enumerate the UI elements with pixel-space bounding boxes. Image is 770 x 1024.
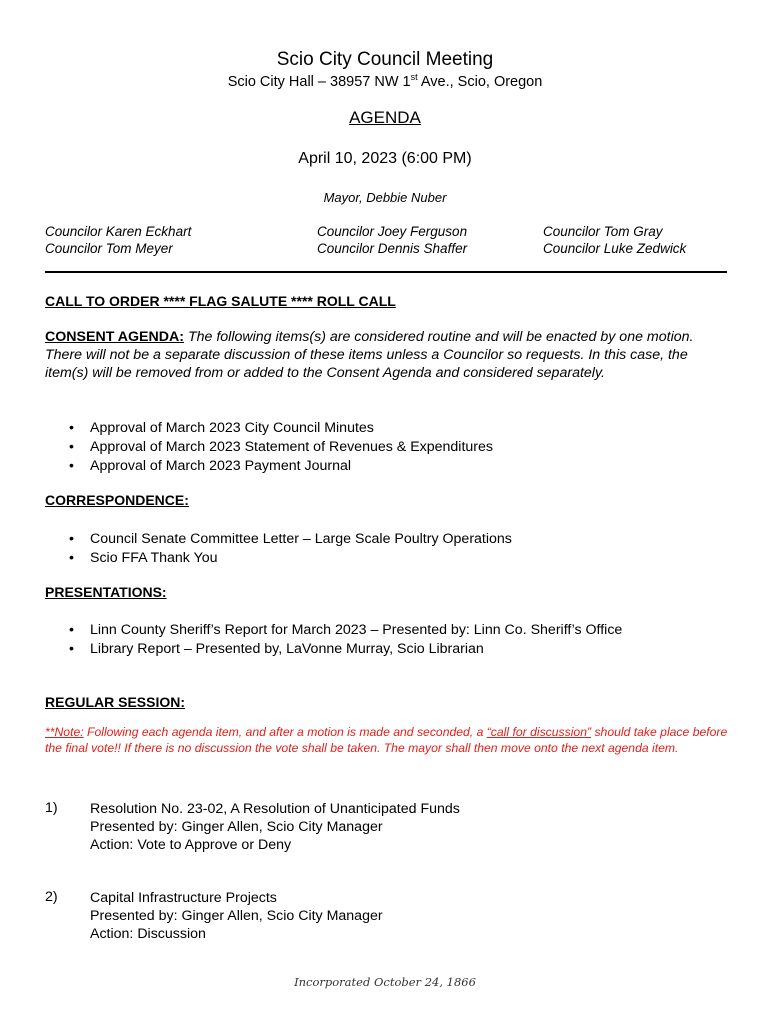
list-item [69, 549, 512, 568]
list-item-text: Approval of March 2023 Payment Journal [90, 458, 352, 474]
bullet-icon: • [69, 550, 74, 566]
agenda-item [90, 800, 460, 854]
councilor-column-2 [317, 223, 467, 257]
list-item-text: Scio FFA Thank You [90, 550, 218, 566]
list-item [69, 530, 512, 549]
councilor-column-3 [543, 223, 686, 257]
discussion-note [45, 724, 735, 756]
item-number: 1) [45, 800, 58, 816]
councilor-name: Councilor Joey Ferguson [317, 224, 468, 239]
agenda-item-title: Resolution No. 23-02, A Resolution of Unanticipated Funds [90, 801, 460, 817]
location-text: Scio City Hall – 38957 NW 1 [227, 73, 411, 90]
councilor-name: Councilor Tom Meyer [45, 241, 173, 256]
agenda-item-presenter: Presented by: Ginger Allen, Scio City Manager [90, 819, 383, 835]
correspondence-list [45, 530, 512, 568]
bullet-icon: • [69, 439, 74, 455]
list-item-text: Approval of March 2023 City Council Minutes [90, 420, 374, 436]
consent-agenda-heading: CONSENT AGENDA: [45, 329, 184, 345]
presentations-heading: PRESENTATIONS: [45, 584, 167, 600]
meeting-date: April 10, 2023 (6:00 PM) [298, 150, 472, 167]
bullet-icon: • [69, 420, 74, 436]
presentations-list [45, 621, 622, 659]
consent-agenda-text: The following items(s) are considered routine and will be enacted by one motion. There will not be a separate discussion of these items unless a Councilor so requests. In this case, the item(s) will be removed from or added to the Consent Agenda and considered separately. [45, 329, 694, 381]
agenda-item-presenter: Presented by: Ginger Allen, Scio City Manager [90, 908, 383, 924]
list-item-text: Library Report – Presented by, LaVonne Murray, Scio Librarian [90, 641, 484, 657]
list-item-text: Approval of March 2023 Statement of Revenues & Expenditures [90, 439, 493, 455]
location-text-end: Ave., Scio, Oregon [417, 73, 543, 90]
note-call-for-discussion: “call for discussion” [486, 725, 592, 739]
councilor-name: Councilor Karen Eckhart [45, 224, 192, 239]
councilor-column-1 [45, 223, 191, 257]
consent-items-list [45, 419, 493, 476]
councilor-name: Councilor Dennis Shaffer [317, 241, 468, 256]
call-to-order-heading: CALL TO ORDER **** FLAG SALUTE **** ROLL CALL [45, 293, 396, 309]
agenda-item-action: Action: Vote to Approve or Deny [90, 837, 292, 853]
header-divider [45, 271, 727, 273]
correspondence-heading: CORRESPONDENCE: [45, 492, 189, 508]
note-label: **Note: [45, 725, 84, 739]
list-item-text: Council Senate Committee Letter – Large Scale Poultry Operations [90, 531, 512, 547]
agenda-item [90, 889, 383, 943]
location-superscript: st [410, 72, 418, 82]
page-footer: Incorporated October 24, 1866 [294, 975, 476, 989]
bullet-icon: • [69, 458, 74, 474]
list-item [69, 419, 493, 438]
bullet-icon: • [69, 531, 74, 547]
agenda-item-action: Action: Discussion [90, 926, 206, 942]
councilor-name: Councilor Tom Gray [543, 224, 663, 239]
mayor-name: Mayor, Debbie Nuber [323, 190, 447, 205]
regular-session-heading: REGULAR SESSION: [45, 694, 186, 710]
bullet-icon: • [69, 641, 74, 657]
list-item [69, 457, 493, 476]
agenda-heading: AGENDA [349, 108, 421, 127]
list-item [69, 438, 493, 457]
councilor-name: Councilor Luke Zedwick [543, 241, 687, 256]
location-line [0, 72, 770, 90]
note-text-end: should take place before the final vote!! If there is no discussion the vote shall be taken. The mayor shall then move onto the next agenda item. [45, 725, 728, 755]
list-item [69, 640, 622, 659]
item-number: 2) [45, 889, 58, 905]
list-item [69, 621, 623, 640]
bullet-icon: • [69, 622, 74, 638]
consent-agenda-paragraph [45, 328, 725, 382]
agenda-item-title: Capital Infrastructure Projects [90, 890, 277, 906]
list-item-text: Linn County Sheriff’s Report for March 2023 – Presented by: Linn Co. Sheriff’s Office [90, 622, 623, 638]
page-title: Scio City Council Meeting [276, 49, 494, 70]
note-text: Following each agenda item, and after a motion is made and seconded, a [83, 725, 487, 739]
